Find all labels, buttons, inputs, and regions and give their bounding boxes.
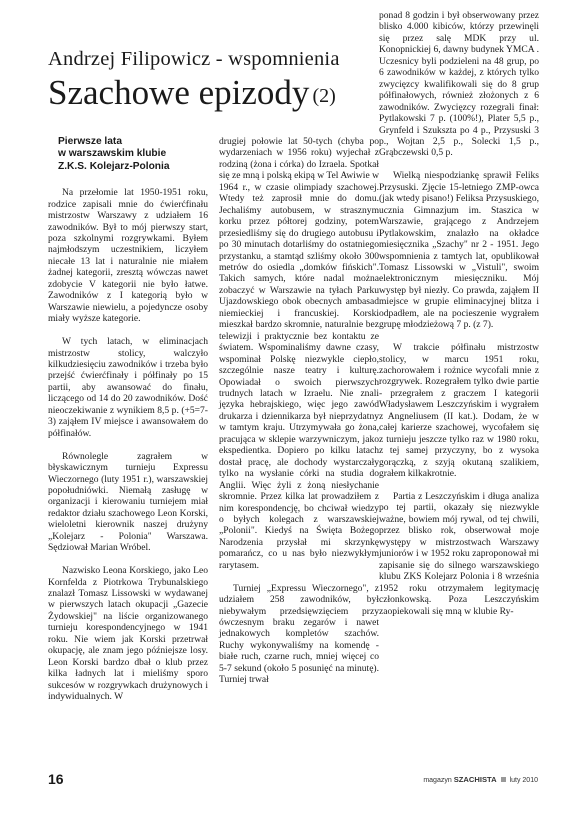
text-column-1	[48, 136, 208, 703]
article-part-number: (2)	[312, 85, 336, 107]
section-subhead	[58, 136, 208, 173]
subhead-line-1: Pierwsze lata	[58, 136, 122, 147]
magazine-prefix: magazyn	[423, 777, 452, 784]
magazine-footer	[423, 775, 538, 784]
separator-square-icon	[501, 777, 506, 782]
text-column-3	[379, 10, 539, 617]
paragraph: Turniej „Expressu Wieczornego", z udziałem 258 zawodników, był niebywałym przedsięwzięciem przy ówczesnym braku zegarów i nawet jednakowych kompletów szachów. Ruchy wykonywaliśmy na komendę - białe ruch, czarne ruch, mniej więcej co 5-7 sekund (około 5 posunięć na minutę). Turniej trwał	[219, 582, 379, 686]
paragraph: W tych latach, w eliminacjach mistrzostw stolicy, walczyło kilkudziesięciu zawodników i trzeba było przejść ćwierćfinały i półfinały po 15 partii, aby awansować do finału, liczącego od 14 do 20 zawodników. Dość nieoczekiwanie z wynikiem 8,5 p. (+5=7-3) zająłem IV miejsce i awansowałem do półfinałów.	[48, 336, 208, 439]
paragraph: Równolegle zagrałem w błyskawicznym turnieju Expressu Wieczornego (luty 1951 r.), warszawskiej popołudniówki. Niemałą zasługę w organizacji i kierowaniu turniejem miał redaktor działu szachowego Leon Korski, wieloletni kierownik naszej drużyny „Kolejarz - Polonia" Warszawa. Sędziował Marian Wróbel.	[48, 450, 208, 554]
paragraph: W trakcie półfinału mistrzostw stolicy, w marcu 1951 roku, zachorowałem i rożnice wycofali mnie z rozgrywek. Rozegrałem tylko dwie partie - przegrałem z graczem I kategorii Władysławem Leszczyńskim i wygrałem z Angneliusem (II kat.). Dodam, że w całej karierze szachowej, wycofałem się z turnieju jeszcze tylko raz w 1980 roku, z tej samej przyczyny, bo z wysoka gorączką, z szyją okutaną szalikiem, grałem kilkakrotnie.	[379, 342, 539, 480]
paragraph: Nazwisko Leona Korskiego, jako Leo Kornfelda z Piotrkowa Trybunalskiego znalazł Tomasz Lissowski w wydawanej w pierwszych latach okupacji „Gazecie Żydowskiej" na liście organizowanego turnieju korespondencyjnego w 1941 roku. Nie wiem jak Korski przetrwał okupację, ale znam jego późniejsze losy. Leon Korski bardzo dbał o klub przez kilka ładnych lat i mieliśmy sporo sukcesów w rozgrywkach drużynowych i indywidualnych. W	[48, 565, 208, 703]
text-column-2	[219, 136, 379, 686]
paragraph: Wielką niespodziankę sprawił Feliks Przysuski. Zjęcie 15-letniego ZMP-owca (jak wtedy pisano!) Feliksa Przysuskiego, ucznia Gimnazjum im. Staszica w Warszawie, grającego z Andrzejem Pytlakowskim, znalazło na okładce miesięcznika „Szachy" nr 2 - 1951. Jego wspomnienia z tamtych lat, opublikował Tomasz Lissowski w „Vistuli", swoim elektronicznym miesięczniku. Mój występ był niezły. Co prawda, zająłem II miejsce w grupie eliminacyjnej blitza i odpadłem, ale na pocieszenie wygrałem grupę młodzieżową 7 p. (z 7).	[379, 170, 539, 331]
magazine-name: SZACHISTA	[453, 775, 497, 784]
subhead-line-2: w warszawskim klubie	[58, 148, 167, 160]
paragraph: ponad 8 godzin i był obserwowany przez blisko 4.000 kibiców, którzy przewinęli się przez salę MDK przy ul. Konopnickiej 6, dawny budynek YMCA . Uczesnicy byli podzieleni na 48 grup, po 6 zawodników w każdej, z których tylko zwycięzcy kwalifikowali się do 8 grup półfinałowych, również złożonych z 6 zawodników. Zwycięzcy rozegrali finał: Pytlakowski 7 p. (100%!), Plater 5,5 p., Grynfeld i Szukszta po 4 p., Przysuski 3 p., Wojtan 2,5 p., Solecki 1,5 p., Grąbczewski 0,5 p.	[379, 10, 539, 159]
issue-date: luty 2010	[509, 777, 538, 784]
paragraph: Na przełomie lat 1950-1951 roku, rodzice zapisali mnie do ćwierćfinału mistrzostw Warszawy z udziałem 16 zawodników. Był to mój pierwszy start, poza szkolnymi rozgrywkami. Byłem najmłodszym uczestnikiem, liczyłem niecałe 13 lat i naturalnie nie miałem żadnej kategorii, zresztą wówczas nawet zdobycie V kategorii nie było łatwe. Zawodników z I kategorią było w Warszawie niewielu, a pojedyncze osoby miały wyższe kategorie.	[48, 187, 208, 325]
paragraph: Partia z Leszczyńskim i długa analiza po tej partii, okazały się niezwykle ważne, bowiem mój rywal, od tej chwili, przez blisko rok, obserwował moje występy w mistrzostwach Warszawy juniorów i w 1952 roku zaproponował mi zapisanie się do silnego warszawskiego klubu ZKS Kolejarz Polonia i 8 września 1952 roku otrzymałem legitymację członkowską. Poza Leszczyńskim zaopiekowali się mną w klubie Ry-	[379, 490, 539, 617]
article-author-line: Andrzej Filipowicz - wspomnienia	[48, 48, 340, 70]
subhead-line-3: Z.K.S. Kolejarz-Polonia	[58, 160, 170, 172]
article-title	[48, 73, 388, 116]
article-title-text: Szachowe epizody	[48, 73, 310, 112]
page-number: 16	[48, 771, 64, 787]
paragraph: drugiej połowie lat 50-tych (chyba po wydarzeniach w 1956 roku) wyjechał z rodziną (żona i córka) do Izraela. Spotkał się ze mną i polską ekipą w Tel Awiwie w 1964 r., w czasie olimpiady szachowej. Wtedy też zaprosił mnie do domu. Jechaliśmy autobusem, w strasznym korku przez półtorej godziny, potem przesiedliśmy się do drugiego autobusu i po 30 minutach dotarliśmy do ostatniego przystanku, a stamtąd szliśmy około 300 metrów do osiedla „domków fińskich". Takich samych, które nadal można zobaczyć w Warszawie na tyłach Parku Ujazdowskiego obok obecnych ambasad niemieckiej i francuskiej. Korski mieszkał bardzo skromnie, naturalnie bez telewizji i praktycznie bez kontaktu ze światem. Wspominaliśmy dawne czasy, wspominał Polskę niezwykle ciepło, szczególnie nasze teatry i kulturę. Opowiadał o swoich pierwszych trudnych latach w Izraelu. Nie znali języka hebrajskiego, więc jego zawód drukarza i dziennikarza był nieprzydatny w tamtym kraju. Utrzymywała go żona, pracująca w sklepie warzywniczym, jako ekspedientka. Dopiero po kilku latach dostał pracę, ale dochody wystarczały tylko na wysłanie córki na studia do Anglii. Więc żyli z żoną niesłychanie skromnie. Przez kilka lat prowadziłem z nim korespondencję, bo chciwał wiedzy o byłych kolegach z warszawskiej „Polonii". Kiedyś na Święta Bożego Narodzenia przysłał mi skrzynkę pomarańcz, co u nas było niezwykłym rarytasem.	[219, 136, 379, 571]
